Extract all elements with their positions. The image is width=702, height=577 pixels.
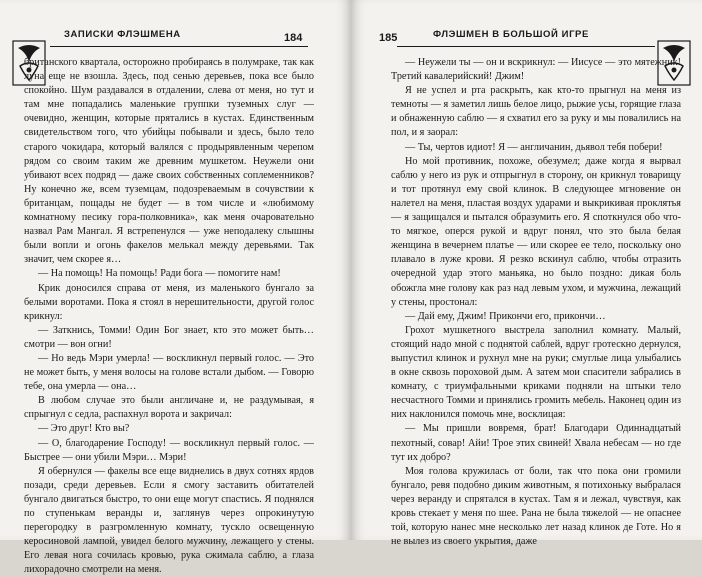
running-title: ЗАПИСКИ ФЛЭШМЕНА	[64, 29, 181, 40]
paragraph: — Дай ему, Джим! Прикончи его, прикончи…	[405, 310, 606, 322]
paragraph: — Мы пришли вовремя, брат! Благодари Одиннадцатый пехотный, совар! Айи! Трое этих свиней! Хвала небесам — но где тут их добро?	[391, 423, 681, 463]
left-page-header	[0, 26, 351, 52]
header-rule	[50, 46, 308, 47]
paragraph: Я обернулся — факелы все еще виднелись в двух сотнях ярдов позади, среди деревьев. Если я смогу заставить обитателей бунгало двигаться быстро, то они еще могут спастись. Я поднялся по ступенькам веранды и, заглянув через опрокинутую перегородку в разгромленную комнату, тускло освещенную керосиновой лампой, увидел белого мужчину, лежащего у стены. Его левая нога сочилась кровью, рука сжимала саблю, а глаза лихорадочно смотрели на меня.	[24, 465, 314, 576]
paragraph: — О, благодарение Господу! — воскликнул первый голос. — Быстрее — они убили Мэри… Мэри!	[24, 437, 314, 463]
paragraph: — Заткнись, Томми! Один Бог знает, кто это может быть… смотри — вон огни!	[24, 324, 314, 350]
header-rule	[397, 46, 655, 47]
paragraph: — На помощь! На помощь! Ради бога — помогите нам!	[38, 268, 281, 280]
paragraph: — Это друг! Кто вы?	[38, 423, 130, 435]
paragraph: Моя голова кружилась от боли, так что пока они громили бунгало, ревя подобно диким животным, я потихоньку выбралася через веранду и спрятался в кустах. Там я и лежал, чувствуя, как кровь стекает у меня по шее. Рана не была тяжелой — не опаснее той, которую нанес мне несколько лет назад клинок де Готе. Но я не вылез из своего укрытия, даже	[391, 465, 681, 548]
left-page-body	[24, 56, 314, 577]
running-title: ФЛЭШМЕН В БОЛЬШОЙ ИГРЕ	[433, 29, 589, 40]
paragraph: Грохот мушкетного выстрела заполнил комнату. Малый, стоящий надо мной с поднятой саблей, вдруг гротескно дернулся, выпустил клинок и рухнул мне на руки; смуглые лица улыбались в окне сквозь пороховой дым. А затем мои спасители забрались в комнату, с триумфальными криками подняли на штыки тело несчастного Томми и принялись громить мебель. Наконец один из них наклонился помочь мне, восклицая:	[391, 324, 681, 421]
right-page	[351, 0, 702, 548]
paragraph: британского квартала, осторожно пробираясь в полумраке, так как луна еще не взошла. Здесь, под сенью деревьев, пока все было спокойно. Шум раздавался в отдалении, слева от меня, но тут и там мне попадались маленькие группки туземных слуг — очевидно, женщин, которые прятались в кустах. Единственным свидетельством того, что убийцы побывали и здесь, было тело старого чокидара, который валялся с продырявленным черепом рядом со своим таким же древним мушкетом. Неужели они убивают всех подряд — даже своих собственных соплеменников? Ну конечно же, всем туземцам, подозреваемым в сочувствии к британцам, пощады не будет — в том числе и «любимому комнатному песику гора-полковника», как меня очаровательно назвал Рам Мангал. Я встрепенулся — уже неподалеку слышны были вопли и огонь факелов мелькал между деревьями. Так значит, чем скорее я…	[24, 57, 314, 266]
right-page-header	[351, 26, 702, 52]
page-number: 184	[284, 32, 303, 44]
paragraph: Я не успел и рта раскрыть, как кто-то прыгнул на меня из темноты — я заметил лишь белое лицо, рыжие усы, горящие глаза и обнаженную саблю — я схватил его за руку и мы повалились на пол, и я заорал:	[391, 85, 681, 139]
paragraph: — Неужели ты — он и вскрикнул: — Иисусе — это мятежник! Третий кавалерийский! Джим!	[391, 57, 681, 83]
paragraph: — Но ведь Мэри умерла! — воскликнул первый голос. — Это не может быть, у меня волосы на голове встали дыбом. — Говорю тебе, она умерла — она…	[24, 352, 314, 393]
right-page-body	[391, 56, 681, 549]
paragraph: Крик доносился справа от меня, из маленького бунгало за белыми воротами. Пока я стоял в нерешительности, другой голос крикнул:	[24, 282, 314, 322]
paragraph: — Ты, чертов идиот! Я — англичанин, дьявол тебя побери!	[405, 141, 663, 153]
left-page	[0, 0, 351, 576]
page-number: 185	[379, 32, 398, 44]
paragraph: Но мой противник, похоже, обезумел; даже когда я вырвал саблю у него из рук и отпрыгнул в сторону, он крикнул товарищу и тот протянул ему свой клинок. В следующее мгновение он налетел на меня, пластая воздух ударами и выкрикивая проклятья — я защищался и пытался образумить его. Я споткнулся обо что-то мягкое, оперся рукой и вдруг понял, что это была белая женщина в вечернем платье — или скорее ее тело, поскольку оно плавало в луже крови. Я резко вскинул саблю, чтобы отразить очередной удар этого маньяка, но было поздно: дикая боль обожгла мне голову как раз над левым ухом, и мужчина, лежащий у стены, простонал:	[391, 155, 681, 308]
paragraph: В любом случае это были англичане и, не раздумывая, я спрыгнул с седла, распахнул ворота и закричал:	[24, 395, 314, 421]
